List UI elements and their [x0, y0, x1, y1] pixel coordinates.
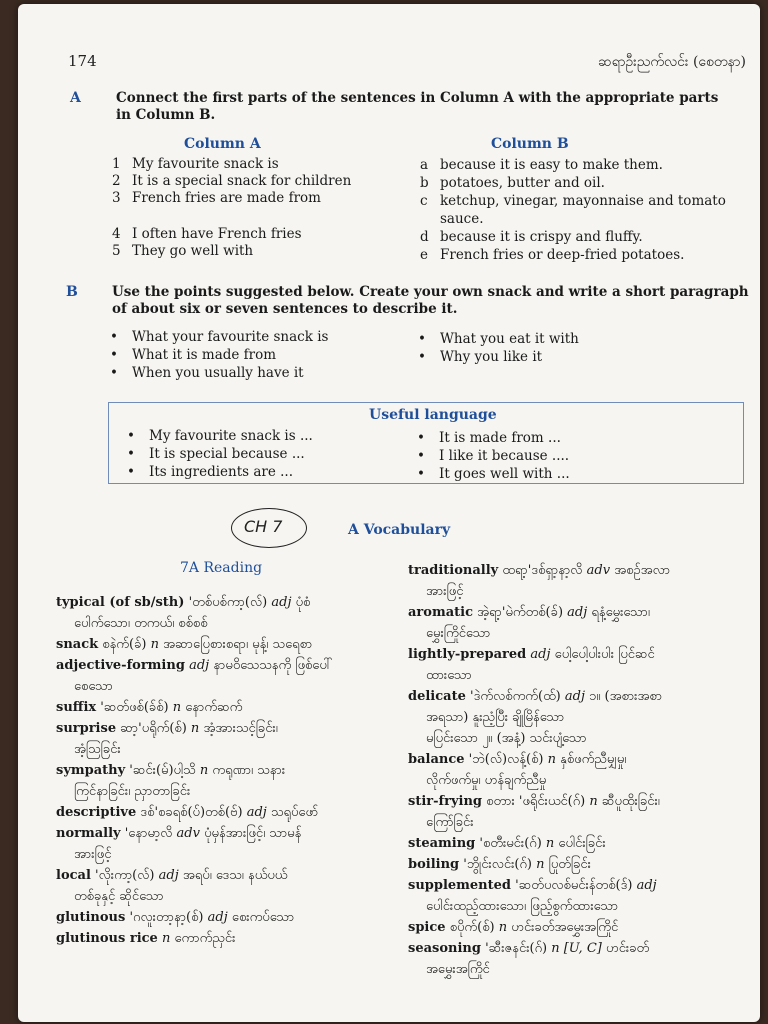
match-item: [420, 156, 756, 174]
glossary-pos: adj: [530, 647, 551, 662]
glossary-entry: [408, 938, 748, 959]
glossary-entry: [56, 802, 406, 823]
glossary-entry: [56, 613, 406, 634]
running-header: ဆရာဦးညက်လင်း (စေတနာ): [598, 54, 746, 70]
reading-title: 7A Reading: [180, 560, 263, 576]
glossary-word: aromatic: [408, 605, 473, 620]
glossary-word: local: [56, 868, 91, 883]
instruction-line: in Column B.: [116, 107, 216, 123]
glossary-meaning: အားဖြင့်: [74, 847, 112, 862]
match-item: [112, 243, 412, 260]
glossary-pronunciation: 'တစ်ပစ်ကာ့(လ်): [188, 595, 268, 610]
glossary-entry: [408, 728, 748, 749]
glossary-word: lightly-prepared: [408, 647, 527, 662]
item-text: My favourite snack is: [132, 156, 279, 172]
glossary-word: seasoning: [408, 941, 481, 956]
glossary-meaning: နှစ်ဖက်ညီမျှမှု၊: [560, 752, 627, 767]
glossary-word: glutinous: [56, 910, 126, 925]
glossary-meaning: အရသာ) နူးညံ့ပြီး ချိုမြိန်သော: [426, 710, 565, 725]
bullet-item: • Why you like it: [418, 348, 579, 366]
match-item: [420, 210, 756, 228]
glossary-pos: n: [589, 794, 598, 809]
glossary-entry: [408, 791, 748, 812]
glossary-entry: [56, 844, 406, 865]
glossary-entry: [56, 676, 406, 697]
item-number: e: [420, 247, 428, 263]
item-number: 2: [112, 173, 121, 189]
glossary-meaning: သရုပ်ဖော်: [270, 805, 319, 820]
instruction-line: Use the points suggested below. Create your own snack and write a short paragraph: [112, 284, 749, 300]
instruction-line: of about six or seven sentences to describe it.: [112, 301, 458, 317]
glossary-entry: [408, 917, 748, 938]
glossary-pos: adj: [158, 868, 179, 883]
item-text: because it is easy to make them.: [440, 157, 663, 173]
glossary-entry: [56, 823, 406, 844]
glossary-word: snack: [56, 637, 99, 652]
bullet-item: • When you usually have it: [110, 364, 328, 382]
glossary-entry: [56, 781, 406, 802]
glossary-meaning: လိုက်ဖက်မှု၊ ဟန်ချက်ညီမှု: [426, 773, 547, 788]
glossary-word: descriptive: [56, 805, 137, 820]
glossary-meaning: ကြင်နာခြင်း၊ ညှာတာခြင်း: [74, 784, 191, 799]
bullet-item: • It goes well with ...: [417, 465, 570, 483]
glossary-entry: [408, 644, 748, 665]
glossary-entry: [408, 833, 748, 854]
glossary-meaning: အမွှေးအကြိုင်: [426, 962, 490, 977]
glossary-entry: [408, 896, 748, 917]
vocabulary-left-column: [56, 592, 406, 949]
glossary-pronunciation: 'လိုးကာ့(လ်): [95, 868, 155, 883]
section-a-instruction: [116, 90, 756, 124]
glossary-pronunciation: 'ဆတ်ဖစ်(ခ်စ်): [100, 700, 169, 715]
glossary-meaning: နာမဝိသေသနကို ဖြစ်ပေါ်: [213, 658, 333, 673]
glossary-meaning: အံ့သြခြင်း: [74, 742, 121, 757]
glossary-meaning: စေသော: [74, 679, 113, 694]
item-text: ketchup, vinegar, mayonnaise and tomato: [440, 193, 726, 209]
glossary-pronunciation: 'ဆီးဇနင်း(ဂ်): [485, 941, 548, 956]
glossary-meaning: ပေါ့ပေါ့ပါးပါး ပြင်ဆင်: [554, 647, 655, 662]
match-item: [112, 226, 412, 243]
item-text: It is a special snack for children: [132, 173, 352, 189]
glossary-pos: n: [150, 637, 159, 652]
glossary-pronunciation: စနဲက်(ခ်): [102, 637, 147, 652]
useful-language-right: [417, 429, 570, 483]
glossary-pronunciation: 'ဂလူးတာ့နာ့(စ်): [129, 910, 204, 925]
item-text: French fries are made from: [132, 190, 321, 206]
glossary-meaning: ထားသော: [426, 668, 472, 683]
match-item: [420, 246, 756, 264]
glossary-pronunciation: 'ဆတ်ပလစ်မင်းန်တစ်(ဒ်): [515, 878, 633, 893]
glossary-pos: adj: [564, 689, 585, 704]
glossary-entry: [56, 634, 406, 655]
glossary-entry: [56, 760, 406, 781]
glossary-word: adjective-forming: [56, 658, 185, 673]
glossary-meaning: စေးကပ်သော: [231, 910, 295, 925]
glossary-word: delicate: [408, 689, 466, 704]
glossary-pos: adv: [176, 826, 200, 841]
item-number: b: [420, 175, 429, 191]
glossary-meaning: ပေါက်သော၊ တကယ်၊ စစ်စစ်: [74, 616, 208, 631]
glossary-pronunciation: ဒစ်'စခရစ်(ပ်)တစ်(ဗ်): [140, 805, 243, 820]
glossary-pos: adj: [567, 605, 588, 620]
glossary-entry: [408, 854, 748, 875]
points-left-list: [110, 328, 328, 382]
item-number: 4: [112, 226, 121, 242]
glossary-meaning: အားဖြင့်: [426, 584, 464, 599]
glossary-entry: [56, 655, 406, 676]
bullet-item: • I like it because ....: [417, 447, 570, 465]
useful-language-box: [108, 402, 744, 484]
item-text: because it is crispy and fluffy.: [440, 229, 643, 245]
item-number: 5: [112, 243, 121, 259]
glossary-pos: n: [498, 920, 508, 935]
glossary-pronunciation: 'ဒဲက်လစ်ကက်(ထ်): [470, 689, 561, 704]
glossary-word: boiling: [408, 857, 460, 872]
glossary-pronunciation: 'ဆင်း(မ်)ပါ့သိ: [129, 763, 196, 778]
glossary-entry: [408, 959, 748, 980]
glossary-pronunciation: အဲ့ရာ့'မဲက်တစ်(ခ်): [477, 605, 564, 620]
bullet-item: • It is made from ...: [417, 429, 570, 447]
instruction-line: Connect the first parts of the sentences in Column A with the appropriate parts: [116, 90, 719, 106]
glossary-pos: adj: [271, 595, 292, 610]
glossary-pos: adj: [207, 910, 228, 925]
glossary-entry: [56, 907, 406, 928]
bullet-item: • My favourite snack is ...: [127, 427, 313, 445]
glossary-entry: [408, 707, 748, 728]
glossary-pos: n: [199, 763, 209, 778]
glossary-pos: n: [536, 857, 545, 872]
glossary-meaning: ကြော်ခြင်း: [426, 815, 474, 830]
glossary-meaning: ဟင်းခတ်အမွှေးအကြိုင်: [511, 920, 619, 935]
bullet-item: • What it is made from: [110, 346, 328, 364]
match-item: [112, 173, 412, 190]
glossary-meaning: ရနံ့မွှေးသော၊: [591, 605, 650, 620]
bullet-item: • What your favourite snack is: [110, 328, 328, 346]
item-number: c: [420, 193, 428, 209]
glossary-pos: adj: [636, 878, 657, 893]
section-a-letter: A: [70, 90, 81, 106]
item-text: I often have French fries: [132, 226, 302, 242]
glossary-word: traditionally: [408, 563, 499, 578]
glossary-meaning: ဟင်းခတ်: [605, 941, 650, 956]
item-text: They go well with: [132, 243, 254, 259]
item-number: a: [420, 157, 429, 173]
glossary-entry: [408, 770, 748, 791]
glossary-entry: [56, 592, 406, 613]
glossary-pronunciation: 'နောမာ့လိ: [124, 826, 173, 841]
column-b-list: [420, 156, 756, 264]
glossary-word: supplemented: [408, 878, 512, 893]
glossary-meaning: အံ့အားသင့်ခြင်း၊: [203, 721, 278, 736]
glossary-pos: n: [161, 931, 171, 946]
column-a-title: Column A: [184, 136, 261, 152]
glossary-pronunciation: 'ဘွိုင်းလင်း(ဂ်): [463, 857, 533, 872]
glossary-pronunciation: ဆာ့'ပရိုက်(စ်): [120, 721, 187, 736]
glossary-pos: n: [172, 700, 182, 715]
glossary-word: normally: [56, 826, 121, 841]
glossary-word: suffix: [56, 700, 97, 715]
item-number: 3: [112, 190, 121, 206]
glossary-entry: [408, 812, 748, 833]
glossary-meaning: မွှေးကြိုင်သော: [426, 626, 491, 641]
match-item: [112, 190, 412, 207]
glossary-meaning: ပြုတ်ခြင်း: [548, 857, 591, 872]
section-b-instruction: [112, 284, 752, 318]
glossary-entry: [56, 928, 406, 949]
match-item: [112, 156, 412, 173]
glossary-entry: [56, 697, 406, 718]
glossary-meaning: ပေါင်းထည့်ထားသော၊ ဖြည့်စွက်ထားသော: [426, 899, 619, 914]
match-item: [420, 192, 756, 210]
glossary-entry: [56, 865, 406, 886]
item-number: d: [420, 229, 429, 245]
glossary-word: steaming: [408, 836, 476, 851]
points-right-list: [418, 330, 579, 366]
glossary-entry: [408, 875, 748, 896]
bullet-item: • What you eat it with: [418, 330, 579, 348]
match-item: [420, 228, 756, 246]
glossary-pos: n: [545, 836, 555, 851]
glossary-word: typical (of sb/sth): [56, 595, 185, 610]
glossary-meaning: အစဉ်အလာ: [614, 563, 671, 578]
glossary-meaning: ဆီပူထိုးခြင်း၊: [601, 794, 660, 809]
glossary-pos: adj: [246, 805, 267, 820]
handwritten-note: CH 7: [244, 517, 283, 536]
glossary-entry: [408, 749, 748, 770]
column-b-title: Column B: [491, 136, 569, 152]
useful-language-title: Useful language: [369, 407, 497, 423]
glossary-pronunciation: စတား 'ဖရိုင်းယင်(ဂ်): [486, 794, 586, 809]
glossary-pronunciation: စပိုက်(စ်): [449, 920, 495, 935]
item-text: French fries or deep-fried potatoes.: [440, 247, 685, 263]
glossary-word: surprise: [56, 721, 117, 736]
glossary-meaning: ကရုဏာ၊ သနား: [212, 763, 286, 778]
match-item: [420, 174, 756, 192]
textbook-page: [18, 4, 760, 1022]
item-text: potatoes, butter and oil.: [440, 175, 605, 191]
glossary-pronunciation: 'ဘဲ(လ်)လန့်(စ်): [468, 752, 544, 767]
glossary-pos: adj: [189, 658, 210, 673]
glossary-meaning: ပုံစံ: [295, 595, 311, 610]
glossary-meaning: အရပ်၊ ဒေသ၊ နယ်ပယ်: [182, 868, 288, 883]
glossary-entry: [408, 686, 748, 707]
glossary-pronunciation: ထရာ့'ဒစ်ရှာ့နာ့လိ: [502, 563, 583, 578]
glossary-entry: [408, 623, 748, 644]
glossary-entry: [408, 665, 748, 686]
glossary-pos: n: [547, 752, 556, 767]
glossary-meaning: တစ်ခုနှင့် ဆိုင်သော: [74, 889, 164, 904]
item-number: 1: [112, 156, 121, 172]
glossary-entry: [408, 581, 748, 602]
glossary-word: glutinous rice: [56, 931, 158, 946]
vocabulary-right-column: [408, 560, 748, 980]
glossary-meaning: နောက်ဆက်: [185, 700, 243, 715]
glossary-meaning: ကောက်ညှင်း: [174, 931, 236, 946]
glossary-meaning: ပေါင်းခြင်း: [558, 836, 606, 851]
glossary-meaning: မပြင်းသော ၂။ (အနံ့) သင်းပျံ့သော: [426, 731, 587, 746]
glossary-entry: [408, 602, 748, 623]
glossary-entry: [56, 718, 406, 739]
glossary-word: balance: [408, 752, 465, 767]
glossary-meaning: ပုံမှန်အားဖြင့်၊ သာမန်: [204, 826, 302, 841]
section-b-letter: B: [66, 284, 78, 300]
page-number: 174: [68, 52, 97, 70]
item-text: sauce.: [440, 211, 484, 227]
glossary-entry: [56, 886, 406, 907]
glossary-entry: [408, 560, 748, 581]
glossary-meaning: ၁။ (အစားအစာ: [589, 689, 663, 704]
bullet-item: • Its ingredients are ...: [127, 463, 313, 481]
useful-language-left: [127, 427, 313, 481]
column-a-list: [112, 156, 412, 260]
glossary-entry: [56, 739, 406, 760]
vocabulary-title: A Vocabulary: [348, 522, 451, 538]
glossary-meaning: အဆာပြေစားစရာ၊ မုန့်၊ သရေစာ: [163, 637, 313, 652]
glossary-word: stir-frying: [408, 794, 482, 809]
glossary-pronunciation: 'စတီးမင်း(ဂ်): [479, 836, 542, 851]
glossary-pos: n: [190, 721, 200, 736]
glossary-word: spice: [408, 920, 446, 935]
glossary-word: sympathy: [56, 763, 126, 778]
glossary-pos: adv: [586, 563, 611, 578]
bullet-item: • It is special because ...: [127, 445, 313, 463]
glossary-pos: n [U, C]: [551, 941, 602, 956]
